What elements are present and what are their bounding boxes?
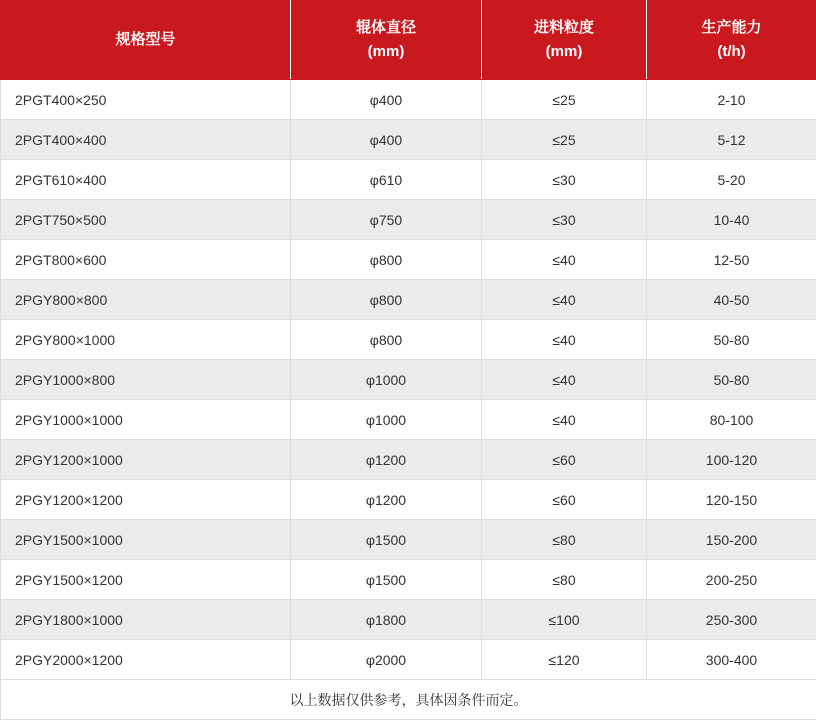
cell-model: 2PGY1000×1000 bbox=[1, 400, 291, 440]
table-row bbox=[1, 240, 816, 280]
cell-capacity: 80-100 bbox=[647, 400, 816, 440]
cell-model: 2PGY800×800 bbox=[1, 280, 291, 320]
column-header-capacity-line2: (t/h) bbox=[651, 40, 812, 64]
table-row bbox=[1, 480, 816, 520]
cell-diameter: φ1000 bbox=[291, 360, 482, 400]
cell-diameter: φ2000 bbox=[291, 640, 482, 680]
cell-capacity: 50-80 bbox=[647, 360, 816, 400]
cell-feed: ≤25 bbox=[482, 120, 647, 160]
cell-feed: ≤30 bbox=[482, 160, 647, 200]
cell-diameter: φ1800 bbox=[291, 600, 482, 640]
cell-model: 2PGT400×250 bbox=[1, 80, 291, 120]
cell-feed: ≤120 bbox=[482, 640, 647, 680]
cell-diameter: φ1500 bbox=[291, 520, 482, 560]
cell-diameter: φ400 bbox=[291, 120, 482, 160]
cell-diameter: φ800 bbox=[291, 240, 482, 280]
table-header bbox=[1, 1, 816, 80]
header-row bbox=[1, 1, 816, 80]
column-header-feed-size bbox=[482, 1, 647, 80]
cell-model: 2PGY1200×1000 bbox=[1, 440, 291, 480]
cell-feed: ≤60 bbox=[482, 440, 647, 480]
column-header-roller-diameter-line1: 辊体直径 bbox=[295, 16, 477, 40]
cell-capacity: 5-12 bbox=[647, 120, 816, 160]
cell-capacity: 250-300 bbox=[647, 600, 816, 640]
column-header-feed-size-line2: (mm) bbox=[486, 40, 642, 64]
table-body bbox=[1, 80, 816, 720]
cell-feed: ≤60 bbox=[482, 480, 647, 520]
cell-diameter: φ1500 bbox=[291, 560, 482, 600]
cell-diameter: φ800 bbox=[291, 280, 482, 320]
cell-feed: ≤25 bbox=[482, 80, 647, 120]
column-header-roller-diameter bbox=[291, 1, 482, 80]
cell-capacity: 50-80 bbox=[647, 320, 816, 360]
cell-feed: ≤40 bbox=[482, 320, 647, 360]
cell-diameter: φ800 bbox=[291, 320, 482, 360]
cell-capacity: 10-40 bbox=[647, 200, 816, 240]
table-row bbox=[1, 200, 816, 240]
cell-model: 2PGY2000×1200 bbox=[1, 640, 291, 680]
table-row bbox=[1, 640, 816, 680]
column-header-model-line1: 规格型号 bbox=[5, 28, 286, 52]
column-header-roller-diameter-line2: (mm) bbox=[295, 40, 477, 64]
cell-capacity: 150-200 bbox=[647, 520, 816, 560]
cell-capacity: 12-50 bbox=[647, 240, 816, 280]
cell-diameter: φ1200 bbox=[291, 440, 482, 480]
cell-feed: ≤30 bbox=[482, 200, 647, 240]
cell-capacity: 200-250 bbox=[647, 560, 816, 600]
cell-feed: ≤40 bbox=[482, 280, 647, 320]
cell-capacity: 100-120 bbox=[647, 440, 816, 480]
cell-feed: ≤40 bbox=[482, 360, 647, 400]
cell-capacity: 5-20 bbox=[647, 160, 816, 200]
cell-diameter: φ400 bbox=[291, 80, 482, 120]
cell-diameter: φ750 bbox=[291, 200, 482, 240]
table-row bbox=[1, 400, 816, 440]
table-row bbox=[1, 320, 816, 360]
cell-capacity: 120-150 bbox=[647, 480, 816, 520]
table-row bbox=[1, 120, 816, 160]
cell-model: 2PGY800×1000 bbox=[1, 320, 291, 360]
cell-diameter: φ1200 bbox=[291, 480, 482, 520]
column-header-feed-size-line1: 进料粒度 bbox=[486, 16, 642, 40]
cell-model: 2PGT610×400 bbox=[1, 160, 291, 200]
cell-capacity: 300-400 bbox=[647, 640, 816, 680]
cell-feed: ≤80 bbox=[482, 520, 647, 560]
cell-model: 2PGT800×600 bbox=[1, 240, 291, 280]
cell-model: 2PGT400×400 bbox=[1, 120, 291, 160]
cell-capacity: 40-50 bbox=[647, 280, 816, 320]
cell-model: 2PGY1500×1200 bbox=[1, 560, 291, 600]
table-note-row bbox=[1, 680, 816, 720]
cell-model: 2PGT750×500 bbox=[1, 200, 291, 240]
table-row bbox=[1, 360, 816, 400]
cell-diameter: φ1000 bbox=[291, 400, 482, 440]
table-row bbox=[1, 440, 816, 480]
table-row bbox=[1, 160, 816, 200]
cell-model: 2PGY1800×1000 bbox=[1, 600, 291, 640]
cell-feed: ≤40 bbox=[482, 240, 647, 280]
cell-model: 2PGY1200×1200 bbox=[1, 480, 291, 520]
cell-feed: ≤80 bbox=[482, 560, 647, 600]
cell-capacity: 2-10 bbox=[647, 80, 816, 120]
cell-model: 2PGY1500×1000 bbox=[1, 520, 291, 560]
cell-feed: ≤40 bbox=[482, 400, 647, 440]
table-row bbox=[1, 280, 816, 320]
column-header-capacity bbox=[647, 1, 816, 80]
table-row bbox=[1, 560, 816, 600]
column-header-model bbox=[1, 1, 291, 80]
cell-diameter: φ610 bbox=[291, 160, 482, 200]
table-row bbox=[1, 600, 816, 640]
table-row bbox=[1, 520, 816, 560]
cell-feed: ≤100 bbox=[482, 600, 647, 640]
column-header-capacity-line1: 生产能力 bbox=[651, 16, 812, 40]
cell-model: 2PGY1000×800 bbox=[1, 360, 291, 400]
table-row bbox=[1, 80, 816, 120]
table-note: 以上数据仅供参考，具体因条件而定。 bbox=[1, 680, 816, 720]
